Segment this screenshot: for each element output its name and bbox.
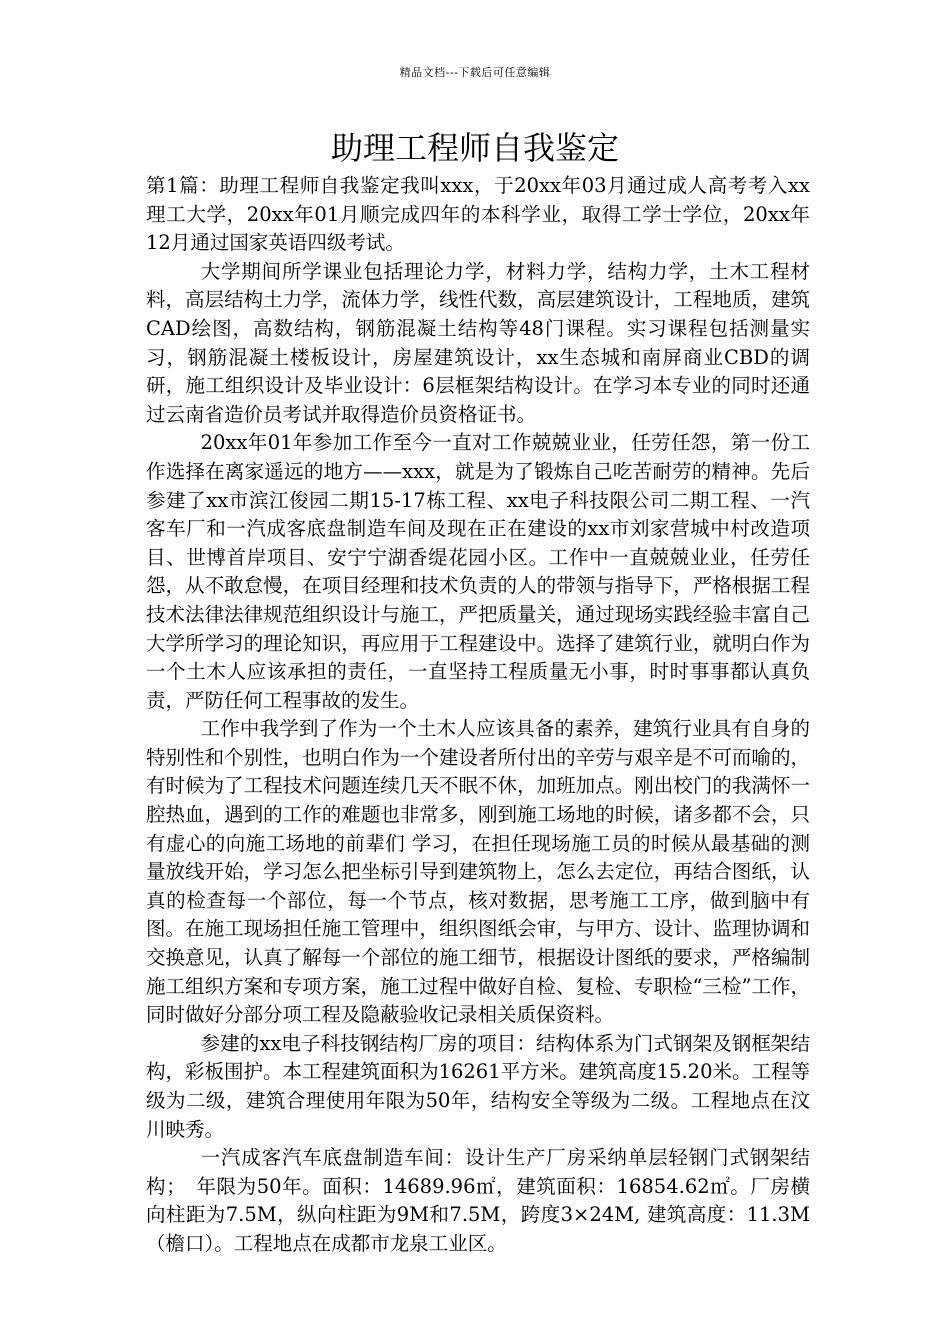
paragraph-4: 工作中我学到了作为一个土木人应该具备的素养，建筑行业具有自身的特别性和个别性，也明白作为一个建设者所付出的辛劳与艰辛是不可而喻的，有时候为了工程技术问题连续几天不眠不休，加班加点。刚出校门的我满怀一腔热血，遇到的工作的难题也非常多，刚到施工场地的时候，诸多都不会，只有虚心的向施工场地的前辈们 学习，在担任现场施工员的时候从最基础的测量放线开始，学习怎么把坐标引导到建筑物上，怎么去定位，再结合图纸，认真的检查每一个部位，每一个节点，核对数据，思考施工工序，做到脑中有图。在施工现场担任施工管理中，组织图纸会审，与甲方、设计、监理协调和交换意见，认真了解每一个部位的施工细节，根据设计图纸的要求，严格编制施工组织方案和专项方案，施工过程中做好自检、复检、专职检“三检”工作，同时做好分部分项工程及隐蔽验收记录相关质保资料。 [146,717,810,1027]
paragraph-2: 大学期间所学课业包括理论力学，材料力学，结构力学，土木工程材料，高层结构土力学，流体力学，线性代数，高层建筑设计，工程地质，建筑CAD绘图，高数结构，钢筋混凝土结构等48门课程。实习课程包括测量实习，钢筋混凝土楼板设计，房屋建筑设计，xx生态城和南屏商业CBD的调研，施工组织设计及毕业设计：6层框架结构设计。在学习本专业的同时还通过云南省造价员考试并取得造价员资格证书。 [146,259,810,426]
page-header: 精品文档---下载后可任意编辑 [399,66,551,79]
document-body [146,172,810,1259]
paragraph-1: 第1篇：助理工程师自我鉴定我叫xxx，于20xx年03月通过成人高考考入xx理工大学，20xx年01月顺完成四年的本科学业，取得工学士学位，20xx年12月通过国家英语四级考试。 [146,174,810,255]
paragraph-6: 一汽成客汽车底盘制造车间：设计生产厂房采纳单层轻钢门式钢架结构； 年限为50年。面积：14689.96㎡，建筑面积：16854.62㎡。厂房横向柱距为7.5M，纵向柱距为9M和7.5M，跨度3×24M, 建筑高度：11.3M（檐口）。工程地点在成都市龙泉工业区。 [146,1146,810,1255]
paragraph-3: 20xx年01年参加工作至今一直对工作兢兢业业，任劳任怨，第一份工作选择在离家遥远的地方——xxx，就是为了锻炼自己吃苦耐劳的精神。先后参建了xx市滨江俊园二期15-17栋工程、xx电子科技限公司二期工程、一汽客车厂和一汽成客底盘制造车间及现在正在建设的xx市刘家营城中村改造项目、世博首岸项目、安宁宁湖香缇花园小区。工作中一直兢兢业业，任劳任怨，从不敢怠慢，在项目经理和技术负责的人的带领与指导下，严格根据工程技术法律法律规范组织设计与施工，严把质量关，通过现场实践经验丰富自己大学所学习的理论知识，再应用于工程建设中。选择了建筑行业，就明白作为一个土木人应该承担的责任，一直坚持工程质量无小事，时时事事都认真负责，严防任何工程事故的发生。 [146,431,810,712]
document-title: 助理工程师自我鉴定 [330,129,619,167]
paragraph-5: 参建的xx电子科技钢结构厂房的项目：结构体系为门式钢架及钢框架结构，彩板围护。本工程建筑面积为16261平方米。建筑高度15.20米。工程等级为二级，建筑合理使用年限为50年，结构安全等级为二级。工程地点在汶川映秀。 [146,1031,810,1141]
